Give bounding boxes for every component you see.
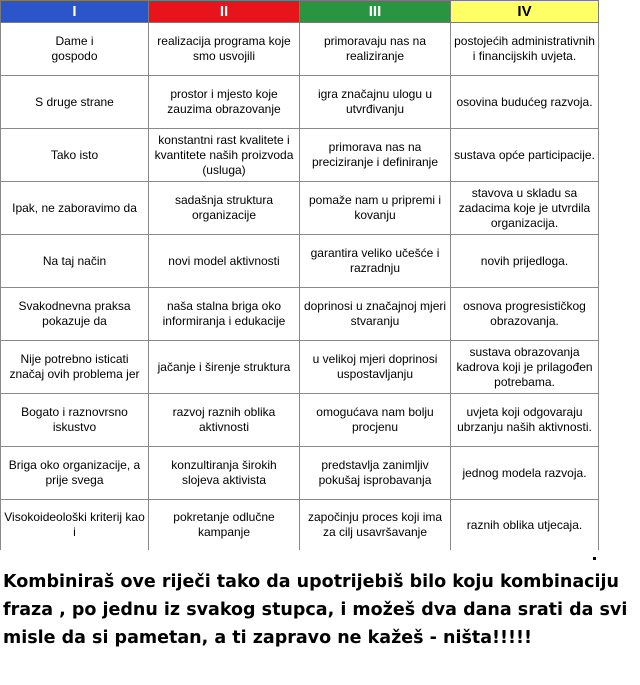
table-row: [1, 182, 599, 235]
column-header-1: I: [1, 1, 149, 23]
phrase-cell-col-2: prostor i mjesto koje zauzima obrazovanje: [149, 76, 300, 129]
phrase-cell-col-1: Dame i gospodo: [1, 23, 149, 76]
column-header-4: IV: [451, 1, 599, 23]
table-row: [1, 341, 599, 394]
phrase-cell-col-4: uvjeta koji odgovaraju ubrzanju naših aktivnosti.: [451, 394, 599, 447]
table-row: [1, 76, 599, 129]
table-row: [1, 500, 599, 551]
phrase-cell-col-4: sustava obrazovanja kadrova koji je prilagođen potrebama.: [451, 341, 599, 394]
phrase-cell-col-2: sadašnja struktura organizacije: [149, 182, 300, 235]
phrase-cell-col-4: jednog modela razvoja.: [451, 447, 599, 500]
phrase-cell-col-3: garantira veliko učešće i razradnju: [300, 235, 451, 288]
phrase-cell-col-1: S druge strane: [1, 76, 149, 129]
header-row: [1, 1, 599, 23]
table-row: [1, 394, 599, 447]
phrase-cell-col-1: Svakodnevna praksa pokazuje da: [1, 288, 149, 341]
phrase-cell-col-1: Na taj način: [1, 235, 149, 288]
phrase-cell-col-1: Ipak, ne zaboravimo da: [1, 182, 149, 235]
column-header-3: III: [300, 1, 451, 23]
phrase-cell-col-4: stavova u skladu sa zadacima koje je utvrdila organizacija.: [451, 182, 599, 235]
phrase-cell-col-2: realizacija programa koje smo usvojili: [149, 23, 300, 76]
phrase-cell-col-3: pomaže nam u pripremi i kovanju: [300, 182, 451, 235]
phrase-cell-col-3: primoravaju nas na realiziranje: [300, 23, 451, 76]
phrase-cell-col-2: jačanje i širenje struktura: [149, 341, 300, 394]
phrase-cell-col-4: postojećih administrativnih i financijskih uvjeta.: [451, 23, 599, 76]
phrase-cell-col-1: Briga oko organizacije, a prije svega: [1, 447, 149, 500]
phrase-cell-col-2: konzultiranja širokih slojeva aktivista: [149, 447, 300, 500]
phrase-cell-col-2: konstantni rast kvalitete i kvantitete naših proizvoda (usluga): [149, 129, 300, 182]
phrase-cell-col-3: igra značajnu ulogu u utvrđivanju: [300, 76, 451, 129]
phrase-cell-col-3: doprinosi u značajnoj mjeri stvaranju: [300, 288, 451, 341]
phrase-cell-col-2: razvoj raznih oblika aktivnosti: [149, 394, 300, 447]
phrase-cell-col-2: pokretanje odlučne kampanje: [149, 500, 300, 551]
phrase-cell-col-3: započinju proces koji ima za cilj usavršavanje: [300, 500, 451, 551]
phrase-cell-col-4: raznih oblika utjecaja.: [451, 500, 599, 551]
phrase-cell-col-3: primorava nas na preciziranje i definiranje: [300, 129, 451, 182]
footer-caption: Kombiniraš ove riječi tako da upotrijebiš bilo koju kombinaciju fraza , po jednu iz svakog stupca, i možeš dva dana srati da svi misle da si pametan, a ti zapravo ne kažeš - ništa!!!!!: [3, 572, 628, 648]
phrase-cell-col-4: osovina budućeg razvoja.: [451, 76, 599, 129]
phrase-cell-col-1: Tako isto: [1, 129, 149, 182]
table-row: [1, 129, 599, 182]
phrase-cell-col-1: Bogato i raznovrsno iskustvo: [1, 394, 149, 447]
column-header-2: II: [149, 1, 300, 23]
table-row: [1, 235, 599, 288]
table-body: [1, 23, 599, 551]
phrase-cell-col-1: Nije potrebno isticati značaj ovih problema jer: [1, 341, 149, 394]
phrase-cell-col-1: Visokoideološki kriterij kao i: [1, 500, 149, 551]
phrase-cell-col-4: novih prijedloga.: [451, 235, 599, 288]
table-row: [1, 288, 599, 341]
stray-dot: [593, 557, 596, 560]
phrase-cell-col-3: omogućava nam bolju procjenu: [300, 394, 451, 447]
phrase-cell-col-3: u velikoj mjeri doprinosi uspostavljanju: [300, 341, 451, 394]
table-row: [1, 447, 599, 500]
phrase-cell-col-2: naša stalna briga oko informiranja i edukacije: [149, 288, 300, 341]
phrase-cell-col-4: osnova progresističkog obrazovanja.: [451, 288, 599, 341]
phrase-cell-col-3: predstavlja zanimljiv pokušaj isprobavanja: [300, 447, 451, 500]
phrase-cell-col-2: novi model aktivnosti: [149, 235, 300, 288]
table-row: [1, 23, 599, 76]
phrase-cell-col-4: sustava opće participacije.: [451, 129, 599, 182]
